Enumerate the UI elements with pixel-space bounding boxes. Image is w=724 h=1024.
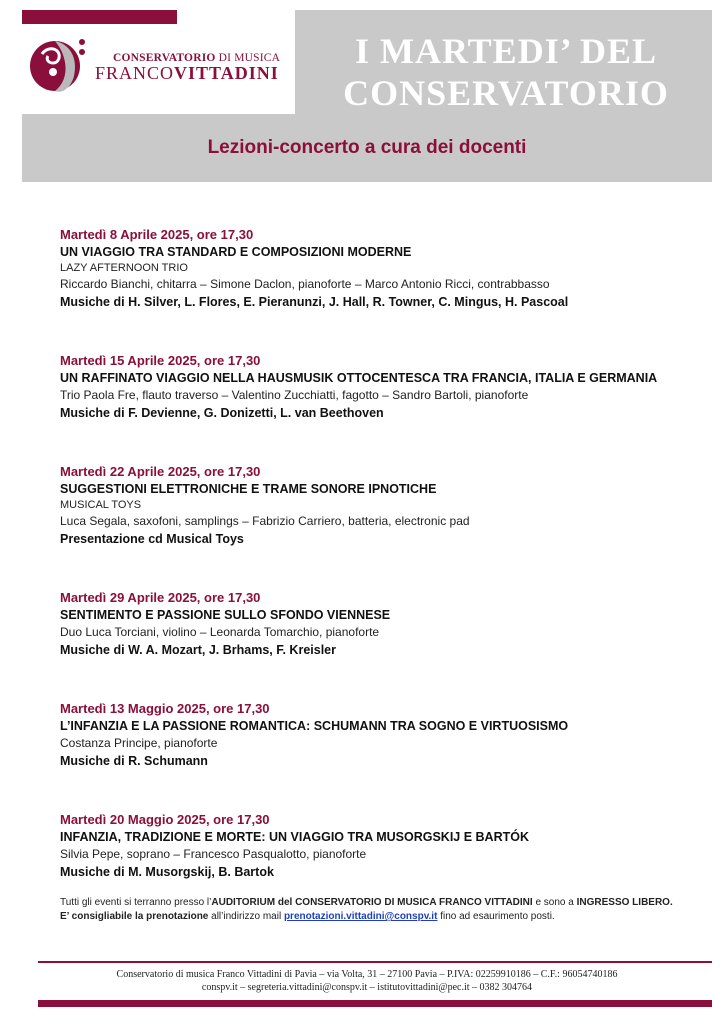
title-line1: I MARTEDI’ DEL [354, 31, 658, 71]
event-item [60, 463, 680, 549]
event-ensemble: LAZY AFTERNOON TRIO [60, 262, 188, 274]
event-title: SUGGESTIONI ELETTRONICHE E TRAME SONORE IPNOTICHE [60, 482, 437, 496]
booking-email-link[interactable]: prenotazioni.vittadini@conspv.it [283, 911, 438, 922]
events-list [60, 226, 680, 922]
footer-divider [38, 961, 712, 963]
event-performers: Costanza Principe, pianoforte [60, 736, 218, 750]
event-date: Martedì 20 Maggio 2025, ore 17,30 [60, 812, 270, 827]
event-program: Musiche di H. Silver, L. Flores, E. Pieranunzi, J. Hall, R. Towner, C. Mingus, H. Pascoal [60, 295, 569, 309]
event-date: Martedì 22 Aprile 2025, ore 17,30 [60, 464, 261, 479]
title-line2: CONSERVATORIO [343, 73, 669, 113]
event-title: UN VIAGGIO TRA STANDARD E COMPOSIZIONI MODERNE [60, 245, 412, 259]
event-date: Martedì 29 Aprile 2025, ore 17,30 [60, 590, 261, 605]
event-performers: Trio Paola Fre, flauto traverso – Valentino Zucchiatti, fagotto – Sandro Bartoli, pianoforte [60, 388, 529, 402]
event-date: Martedì 13 Maggio 2025, ore 17,30 [60, 701, 270, 716]
page-title [300, 30, 712, 114]
address-line1: Conservatorio di musica Franco Vittadini di Pavia – via Volta, 31 – 27100 Pavia – P.IVA: 02259910186 – C.F.: 96054740186 [116, 969, 618, 980]
footer-bottom-bar [38, 1000, 712, 1007]
event-title: UN RAFFINATO VIAGGIO NELLA HAUSMUSIK OTTOCENTESCA TRA FRANCIA, ITALIA E GERMANIA [60, 371, 658, 385]
event-title: L’INFANZIA E LA PASSIONE ROMANTICA: SCHUMANN TRA SOGNO E VIRTUOSISMO [60, 719, 569, 733]
event-program: Musiche di M. Musorgskij, B. Bartok [60, 865, 274, 879]
event-item [60, 700, 680, 771]
event-program: Musiche di W. A. Mozart, J. Brhams, F. Kreisler [60, 643, 336, 657]
event-title: INFANZIA, TRADIZIONE E MORTE: UN VIAGGIO TRA MUSORGSKIJ E BARTÓK [60, 830, 529, 844]
event-item [60, 352, 680, 423]
event-program: Musiche di R. Schumann [60, 754, 208, 768]
address-line2: conspv.it – segreteria.vittadini@conspv.it – istitutovittadini@pec.it – 0382 304764 [201, 982, 533, 993]
event-title: SENTIMENTO E PASSIONE SULLO SFONDO VIENNESE [60, 608, 391, 622]
event-performers: Riccardo Bianchi, chitarra – Simone Daclon, pianoforte – Marco Antonio Ricci, contrabbasso [60, 277, 550, 291]
footer-note-line1: Tutti gli eventi si terranno presso l’AUDITORIUM del CONSERVATORIO DI MUSICA FRANCO VITTADINI e sono a INGRESSO LIBERO. [60, 897, 673, 908]
event-item [60, 589, 680, 660]
event-item [60, 226, 680, 312]
conservatorio-logo-icon [28, 32, 88, 100]
event-date: Martedì 8 Aprile 2025, ore 17,30 [60, 227, 254, 242]
event-performers: Silvia Pepe, soprano – Francesco Pasqualotto, pianoforte [60, 847, 367, 861]
event-program: Musiche di F. Devienne, G. Donizetti, L. van Beethoven [60, 406, 384, 420]
event-performers: Luca Segala, saxofoni, samplings – Fabrizio Carriero, batteria, electronic pad [60, 514, 470, 528]
logo-accent-bar [22, 10, 177, 24]
footer-note [60, 896, 680, 924]
page-subtitle: Lezioni-concerto a cura dei docenti [207, 137, 527, 158]
event-performers: Duo Luca Torciani, violino – Leonarda Tomarchio, pianoforte [60, 625, 380, 639]
logo-text-line2: FRANCOVITTADINI [95, 63, 279, 83]
logo-text-line1: CONSERVATORIO DI MUSICA [113, 52, 281, 64]
footer-note-line2: E’ consigliabile la prenotazione all’indirizzo mail prenotazioni.vittadini@conspv.it fino ad esaurimento posti. [60, 911, 555, 922]
event-item [60, 811, 680, 882]
footer-address [22, 968, 712, 994]
event-date: Martedì 15 Aprile 2025, ore 17,30 [60, 353, 261, 368]
event-program: Presentazione cd Musical Toys [60, 532, 244, 546]
event-ensemble: MUSICAL TOYS [60, 499, 142, 511]
